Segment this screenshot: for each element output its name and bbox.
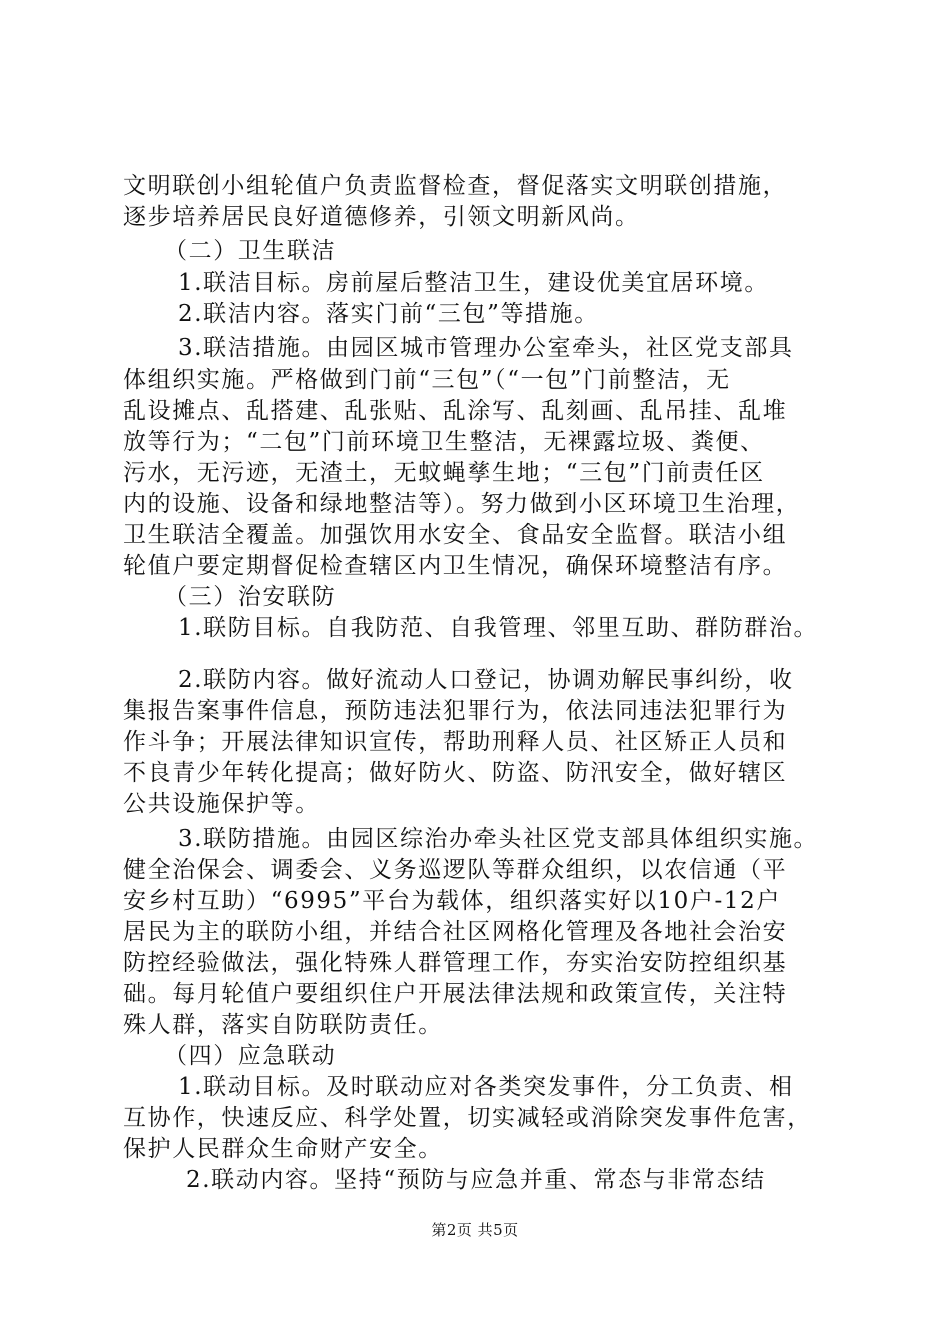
text-line: 逐步培养居民良好道德修养，引领文明新风尚。 <box>123 204 640 230</box>
text-line: 乱设摊点、乱搭建、乱张贴、乱涂写、乱刻画、乱吊挂、乱堆 <box>123 398 788 424</box>
text-line: 3.联防措施。由园区综治办牵头社区党支部具体组织实施。 <box>178 826 819 852</box>
text-line: 居民为主的联防小组，并结合社区网格化管理及各地社会治安 <box>123 919 788 945</box>
text-line: 2.联洁内容。落实门前“三包”等措施。 <box>178 301 599 327</box>
section-heading: （二）卫生联洁 <box>164 238 337 264</box>
text-line: 不良青少年转化提高；做好防火、防盗、防汛安全，做好辖区 <box>123 760 788 786</box>
text-line: 2.联动内容。坚持“预防与应急并重、常态与非常态结 <box>186 1167 766 1193</box>
text-line: 体组织实施。严格做到门前“三包”（“一包”门前整洁，无 <box>123 367 731 393</box>
text-line: 安乡村互助）“6995”平台为载体，组织落实好以10户-12户 <box>123 888 781 914</box>
section-heading: （三）治安联防 <box>164 584 337 610</box>
text-line: 公共设施保护等。 <box>123 791 320 817</box>
text-line: 互协作，快速反应、科学处置，切实减轻或消除突发事件危害， <box>123 1105 812 1131</box>
text-line: 轮值户要定期督促检查辖区内卫生情况，确保环境整洁有序。 <box>123 553 788 579</box>
text-line: 文明联创小组轮值户负责监督检查，督促落实文明联创措施， <box>123 173 788 199</box>
section-heading: （四）应急联动 <box>164 1043 337 1069</box>
text-line: 作斗争；开展法律知识宣传，帮助刑释人员、社区矫正人员和 <box>123 729 788 755</box>
text-line: 污水，无污迹，无渣土，无蚊蝇孳生地；“三包”门前责任区 <box>123 460 765 486</box>
page-number: 第2页 共5页 <box>431 1221 519 1239</box>
text-line: 防控经验做法，强化特殊人群管理工作，夯实治安防控组织基 <box>123 950 788 976</box>
text-line: 保护人民群众生命财产安全。 <box>123 1136 443 1162</box>
text-line: 3.联洁措施。由园区城市管理办公室牵头，社区党支部具 <box>178 335 794 361</box>
text-line: 集报告案事件信息，预防违法犯罪行为，依法同违法犯罪行为 <box>123 698 788 724</box>
text-line: 1.联洁目标。房前屋后整洁卫生，建设优美宜居环境。 <box>178 270 769 296</box>
text-line: 1.联防目标。自我防范、自我管理、邻里互助、群防群治。 <box>178 615 819 641</box>
text-line: 1.联动目标。及时联动应对各类突发事件，分工负责、相 <box>178 1074 794 1100</box>
text-line: 放等行为；“二包”门前环境卫生整洁，无裸露垃圾、粪便、 <box>123 429 765 455</box>
text-line: 健全治保会、调委会、义务巡逻队等群众组织，以农信通（平 <box>123 857 788 883</box>
text-line: 内的设施、设备和绿地整洁等）。努力做到小区环境卫生治理， <box>123 491 801 517</box>
text-line: 殊人群，落实自防联防责任。 <box>123 1012 443 1038</box>
text-line: 卫生联洁全覆盖。加强饮用水安全、食品安全监督。联洁小组 <box>123 522 788 548</box>
text-line: 础。每月轮值户要组织住户开展法律法规和政策宣传，关注特 <box>123 981 788 1007</box>
text-line: 2.联防内容。做好流动人口登记，协调劝解民事纠纷，收 <box>178 667 794 693</box>
